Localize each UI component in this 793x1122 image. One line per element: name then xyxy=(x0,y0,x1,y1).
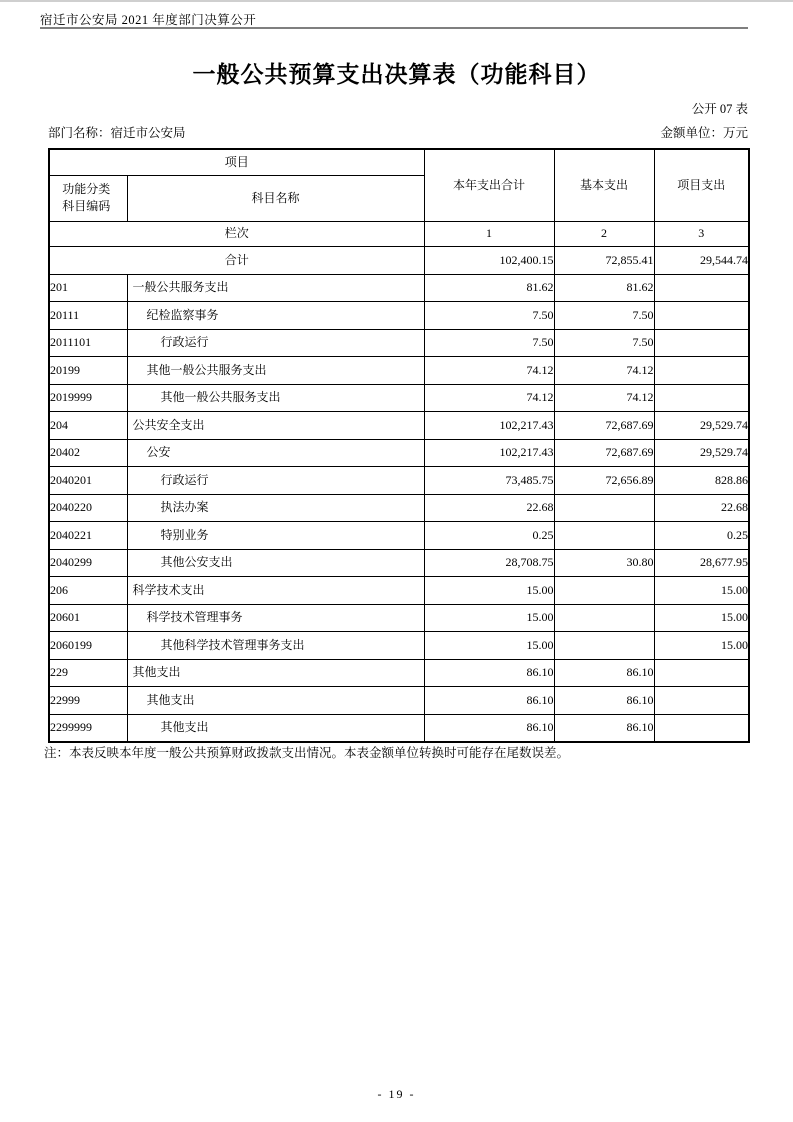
row-basic-expenditure: 72,656.89 xyxy=(554,467,654,495)
row-total-expenditure: 86.10 xyxy=(424,687,554,715)
row-basic-expenditure xyxy=(554,577,654,605)
row-total-expenditure: 7.50 xyxy=(424,302,554,330)
row-project-expenditure xyxy=(654,659,749,687)
row-project-expenditure xyxy=(654,274,749,302)
row-project-expenditure xyxy=(654,384,749,412)
grand-total-amount: 102,400.15 xyxy=(424,246,554,274)
row-basic-expenditure xyxy=(554,604,654,632)
row-subject-name: 特别业务 xyxy=(127,522,424,550)
table-row xyxy=(49,577,749,605)
table-row xyxy=(49,274,749,302)
row-total-expenditure: 7.50 xyxy=(424,329,554,357)
row-total-expenditure: 86.10 xyxy=(424,659,554,687)
row-subject-name: 执法办案 xyxy=(127,494,424,522)
row-subject-name: 其他一般公共服务支出 xyxy=(127,384,424,412)
header-row-1 xyxy=(49,149,749,175)
header-total-col: 本年支出合计 xyxy=(424,149,554,221)
row-subject-name: 公共安全支出 xyxy=(127,412,424,440)
row-project-expenditure: 828.86 xyxy=(654,467,749,495)
row-total-expenditure: 15.00 xyxy=(424,604,554,632)
row-subject-name: 公安 xyxy=(127,439,424,467)
row-code: 204 xyxy=(49,412,127,440)
row-code: 2040220 xyxy=(49,494,127,522)
row-code: 20111 xyxy=(49,302,127,330)
header-basic-col: 基本支出 xyxy=(554,149,654,221)
table-row xyxy=(49,604,749,632)
row-basic-expenditure xyxy=(554,522,654,550)
row-total-expenditure: 73,485.75 xyxy=(424,467,554,495)
row-total-expenditure: 86.10 xyxy=(424,714,554,742)
row-basic-expenditure: 74.12 xyxy=(554,357,654,385)
row-code: 229 xyxy=(49,659,127,687)
column-index-label: 栏次 xyxy=(49,221,424,246)
row-basic-expenditure: 86.10 xyxy=(554,687,654,715)
row-subject-name: 行政运行 xyxy=(127,467,424,495)
row-basic-expenditure: 7.50 xyxy=(554,302,654,330)
row-total-expenditure: 81.62 xyxy=(424,274,554,302)
row-subject-name: 其他科学技术管理事务支出 xyxy=(127,632,424,660)
page-top-edge xyxy=(0,0,793,2)
table-row xyxy=(49,357,749,385)
row-basic-expenditure: 81.62 xyxy=(554,274,654,302)
row-project-expenditure xyxy=(654,687,749,715)
row-project-expenditure: 28,677.95 xyxy=(654,549,749,577)
row-total-expenditure: 15.00 xyxy=(424,632,554,660)
report-title: 一般公共预算支出决算表（功能科目） xyxy=(192,62,601,87)
row-subject-name: 其他公安支出 xyxy=(127,549,424,577)
column-index-1: 1 xyxy=(424,221,554,246)
row-code: 20199 xyxy=(49,357,127,385)
column-index-3: 3 xyxy=(654,221,749,246)
grand-total-row xyxy=(49,246,749,274)
grand-total-project: 29,544.74 xyxy=(654,246,749,274)
row-subject-name: 一般公共服务支出 xyxy=(127,274,424,302)
row-basic-expenditure: 72,687.69 xyxy=(554,439,654,467)
header-code-col-text: 功能分类科目编码 xyxy=(62,182,111,213)
row-subject-name: 其他支出 xyxy=(127,659,424,687)
table-row xyxy=(49,467,749,495)
table-row xyxy=(49,439,749,467)
table-row xyxy=(49,522,749,550)
row-total-expenditure: 74.12 xyxy=(424,357,554,385)
row-code: 2011101 xyxy=(49,329,127,357)
row-code: 2060199 xyxy=(49,632,127,660)
row-basic-expenditure xyxy=(554,632,654,660)
header-rule xyxy=(40,27,748,29)
row-total-expenditure: 74.12 xyxy=(424,384,554,412)
table-code-label: 公开 07 表 xyxy=(691,102,748,116)
row-code: 2019999 xyxy=(49,384,127,412)
budget-table xyxy=(48,148,750,743)
row-code: 22999 xyxy=(49,687,127,715)
row-code: 206 xyxy=(49,577,127,605)
row-total-expenditure: 102,217.43 xyxy=(424,439,554,467)
row-project-expenditure: 29,529.74 xyxy=(654,412,749,440)
unit-label: 金额单位：万元 xyxy=(660,126,748,140)
meta-row xyxy=(48,123,748,141)
row-code: 201 xyxy=(49,274,127,302)
row-total-expenditure: 22.68 xyxy=(424,494,554,522)
row-basic-expenditure: 74.12 xyxy=(554,384,654,412)
row-subject-name: 纪检监察事务 xyxy=(127,302,424,330)
row-code: 2040221 xyxy=(49,522,127,550)
row-project-expenditure: 29,529.74 xyxy=(654,439,749,467)
row-project-expenditure: 15.00 xyxy=(654,577,749,605)
page-number: - 19 - xyxy=(377,1087,416,1101)
row-total-expenditure: 102,217.43 xyxy=(424,412,554,440)
table-row xyxy=(49,384,749,412)
table-row xyxy=(49,659,749,687)
table-row xyxy=(49,412,749,440)
row-project-expenditure: 15.00 xyxy=(654,632,749,660)
row-code: 20601 xyxy=(49,604,127,632)
row-subject-name: 其他一般公共服务支出 xyxy=(127,357,424,385)
row-total-expenditure: 0.25 xyxy=(424,522,554,550)
row-code: 2040201 xyxy=(49,467,127,495)
row-subject-name: 其他支出 xyxy=(127,714,424,742)
row-code: 2299999 xyxy=(49,714,127,742)
row-basic-expenditure: 7.50 xyxy=(554,329,654,357)
row-basic-expenditure xyxy=(554,494,654,522)
row-project-expenditure xyxy=(654,302,749,330)
row-subject-name: 行政运行 xyxy=(127,329,424,357)
table-row xyxy=(49,494,749,522)
department-name-label: 部门名称：宿迁市公安局 xyxy=(48,126,186,140)
row-total-expenditure: 15.00 xyxy=(424,577,554,605)
grand-total-label: 合计 xyxy=(49,246,424,274)
table-row xyxy=(49,329,749,357)
column-index-2: 2 xyxy=(554,221,654,246)
table-note: 注：本表反映本年度一般公共预算财政拨款支出情况。本表金额单位转换时可能存在尾数误差。 xyxy=(44,746,570,760)
row-basic-expenditure: 30.80 xyxy=(554,549,654,577)
budget-table-body xyxy=(49,274,749,742)
header-project-group: 项目 xyxy=(49,149,424,175)
row-project-expenditure: 22.68 xyxy=(654,494,749,522)
row-basic-expenditure: 86.10 xyxy=(554,659,654,687)
column-index-row xyxy=(49,221,749,246)
row-project-expenditure xyxy=(654,357,749,385)
table-row xyxy=(49,549,749,577)
row-subject-name: 科学技术管理事务 xyxy=(127,604,424,632)
row-project-expenditure: 15.00 xyxy=(654,604,749,632)
row-total-expenditure: 28,708.75 xyxy=(424,549,554,577)
header-code-col xyxy=(49,175,127,221)
header-project-col: 项目支出 xyxy=(654,149,749,221)
table-row xyxy=(49,687,749,715)
row-project-expenditure: 0.25 xyxy=(654,522,749,550)
row-basic-expenditure: 86.10 xyxy=(554,714,654,742)
header-name-col: 科目名称 xyxy=(127,175,424,221)
row-code: 20402 xyxy=(49,439,127,467)
doc-header-title: 宿迁市公安局 2021 年度部门决算公开 xyxy=(40,13,257,27)
row-project-expenditure xyxy=(654,714,749,742)
row-subject-name: 科学技术支出 xyxy=(127,577,424,605)
row-project-expenditure xyxy=(654,329,749,357)
table-row xyxy=(49,632,749,660)
row-basic-expenditure: 72,687.69 xyxy=(554,412,654,440)
table-row xyxy=(49,714,749,742)
row-code: 2040299 xyxy=(49,549,127,577)
row-subject-name: 其他支出 xyxy=(127,687,424,715)
table-row xyxy=(49,302,749,330)
grand-total-basic: 72,855.41 xyxy=(554,246,654,274)
